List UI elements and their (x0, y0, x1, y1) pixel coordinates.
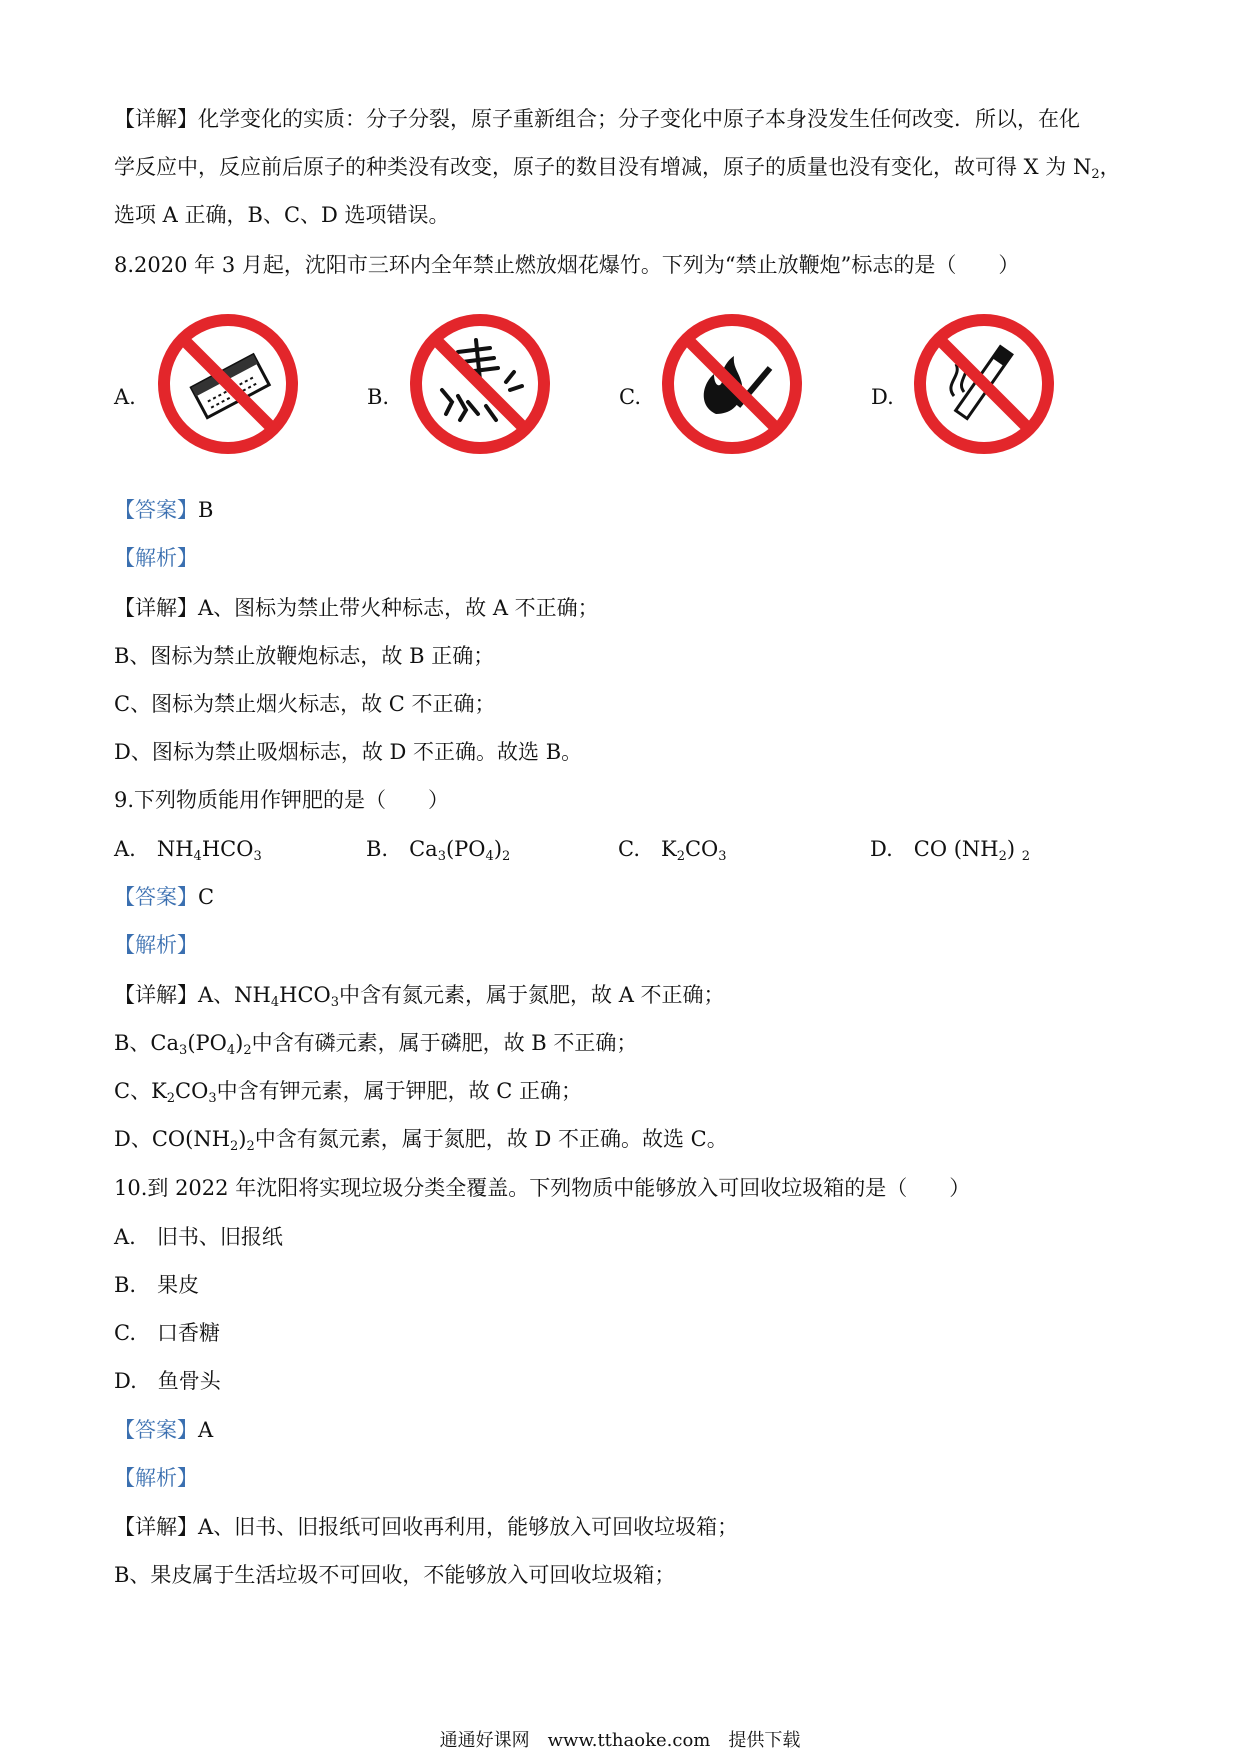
q8-stem: 8.2020 年 3 月起，沈阳市三环内全年禁止燃放烟花爆竹。下列为“禁止放鞭炮”标志的是（ ） (114, 253, 1020, 277)
q9-option-a: A. $NH_4HCO_3$ (114, 837, 262, 864)
q8-option-c-label: C. (619, 385, 641, 409)
q9-answer: 【答案】C (114, 885, 215, 909)
q8-answer: 【答案】B (114, 498, 214, 522)
q9-option-c: C. $K_2CO_3$ (618, 837, 727, 864)
q10-stem: 10.到 2022 年沈阳将实现垃圾分类全覆盖。下列物质中能够放入可回收垃圾箱的是（ ） (114, 1176, 971, 1200)
page-footer: 通通好课网 www.tthaoke.com 提供下载 (439, 1730, 801, 1751)
q8-option-b-label: B. (367, 385, 390, 409)
q10-answer: 【答案】A (114, 1418, 214, 1442)
q7-detail-line-2: 学反应中，反应前后原子的种类没有改变，原子的数目没有增减，原子的质量也没有变化，故可得 X 为 $N_2$， (114, 155, 1121, 182)
q7-detail-line-1: 【详解】化学变化的实质：分子分裂，原子重新组合；分子变化中原子本身没发生任何改变．所以，在化 (114, 107, 1080, 131)
q8-options (114, 310, 1114, 470)
q9-options (114, 834, 1114, 864)
q8-detail-1: 【详解】A、图标为禁止带火种标志，故 A 不正确； (114, 596, 599, 620)
q9-detail-4: D、$CO(NH_2)_2$中含有氮元素，属于氮肥，故 D 不正确。故选 C。 (114, 1127, 728, 1154)
q10-option-a: A. 旧书、旧报纸 (114, 1225, 283, 1249)
q10-detail-2: B、果皮属于生活垃圾不可回收，不能够放入可回收垃圾箱； (114, 1563, 676, 1587)
no-smoking-sign-icon (910, 310, 1058, 458)
q9-detail-2: B、$Ca_3(PO_4)_2$中含有磷元素，属于磷肥，故 B 不正确； (114, 1031, 638, 1058)
q8-detail-3: C、图标为禁止烟火标志，故 C 不正确； (114, 692, 496, 716)
q8-detail-4: D、图标为禁止吸烟标志，故 D 不正确。故选 B。 (114, 740, 583, 764)
q9-stem: 9.下列物质能用作钾肥的是（ ） (114, 788, 450, 812)
q9-analysis-tag: 【解析】 (114, 933, 198, 957)
q8-analysis-tag: 【解析】 (114, 546, 198, 570)
q8-option-d-label: D. (871, 385, 894, 409)
q10-option-c: C. 口香糖 (114, 1321, 220, 1345)
q8-option-a-label: A. (114, 385, 136, 409)
no-open-flame-sign-icon (658, 310, 806, 458)
no-matches-sign-icon (154, 310, 302, 458)
q9-detail-1: 【详解】A、$NH_4HCO_3$中含有氮元素，属于氮肥，故 A 不正确； (114, 983, 725, 1010)
q7-detail-line-3: 选项 A 正确，B、C、D 选项错误。 (114, 203, 450, 227)
q10-analysis-tag: 【解析】 (114, 1466, 198, 1490)
q10-detail-1: 【详解】A、旧书、旧报纸可回收再利用，能够放入可回收垃圾箱； (114, 1515, 739, 1539)
q9-option-d: D. CO $(NH_2)$ $_2$ (870, 837, 1031, 864)
q9-option-b: B. $Ca_3(PO_4)_2$ (366, 837, 511, 864)
q10-option-d: D. 鱼骨头 (114, 1369, 221, 1393)
no-firecrackers-sign-icon (406, 310, 554, 458)
q10-option-b: B. 果皮 (114, 1273, 200, 1297)
q9-detail-3: C、$K_2CO_3$中含有钾元素，属于钾肥，故 C 正确； (114, 1079, 583, 1106)
q8-detail-2: B、图标为禁止放鞭炮标志，故 B 正确； (114, 644, 495, 668)
